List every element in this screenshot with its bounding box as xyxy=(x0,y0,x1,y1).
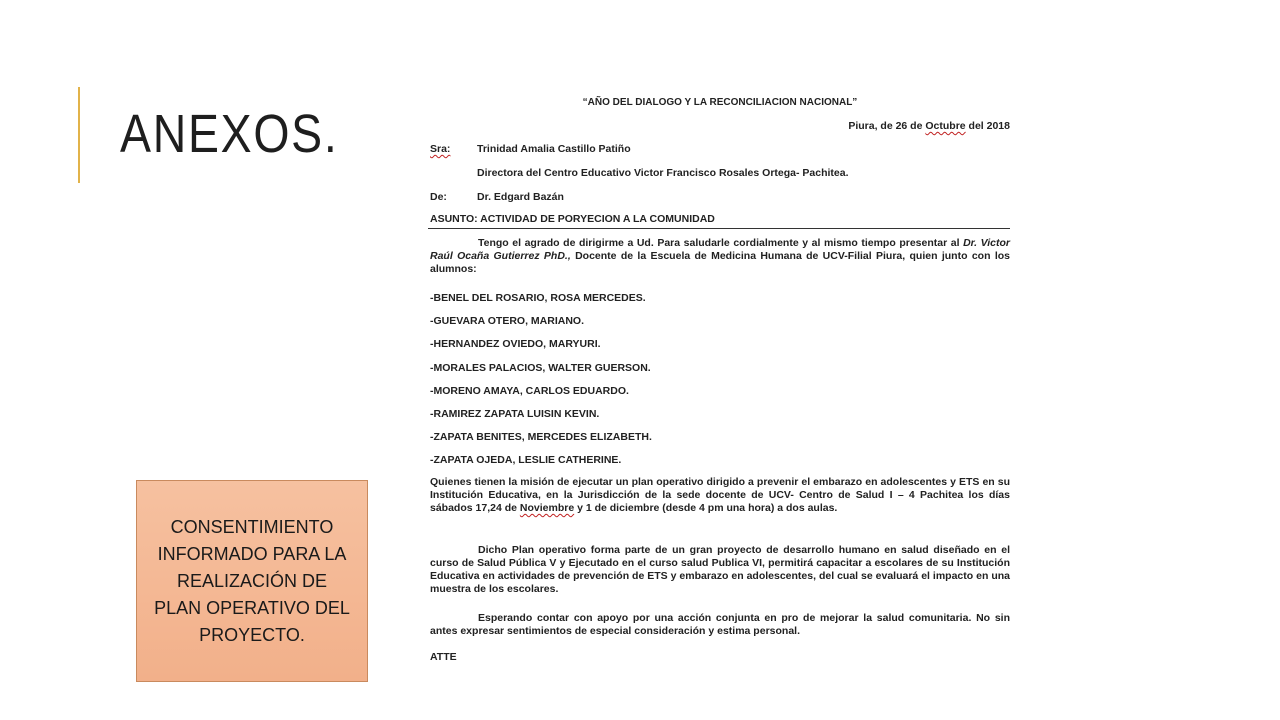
intro-text-a: Tengo el agrado de dirigirme a Ud. Para saludarle cordialmente y al mismo tiempo presentar al xyxy=(478,237,964,249)
recipient-name: Trinidad Amalia Castillo Patiño xyxy=(477,143,631,155)
mission-month: Noviembre xyxy=(519,502,575,514)
title-accent-bar xyxy=(78,87,80,183)
recipient-role: Directora del Centro Educativo Victor Francisco Rosales Ortega- Pachitea. xyxy=(477,167,849,179)
letter-paragraph-mission xyxy=(430,476,1010,515)
slide-title: ANEXOS. xyxy=(120,104,339,164)
letter-paragraph-intro xyxy=(430,237,1010,276)
intro-text-b: Docente de la Escuela de Medicina Humana de UCV-Filial Piura, quien junto con los alumnos: xyxy=(430,250,1010,275)
sender-name: Dr. Edgard Bazán xyxy=(477,191,564,203)
sender-label: De: xyxy=(430,191,447,203)
date-month: Octubre xyxy=(925,120,966,132)
student-item: -BENEL DEL ROSARIO, ROSA MERCEDES. xyxy=(430,292,646,304)
letter-subject: ASUNTO: ACTIVIDAD DE PORYECION A LA COMUNIDAD xyxy=(430,213,715,225)
letter-date xyxy=(848,120,1010,133)
subject-divider xyxy=(428,228,1010,229)
plan-text: Dicho Plan operativo forma parte de un gran proyecto de desarrollo humano en salud diseñado en el curso de Salud Pública V y Ejecutado en el curso salud Publica VI, permitirá capacitar a escolares de su Institución Educativa en actividades de prevención de ETS y embarazo en adolescentes, del cual se evaluará el impacto en una muestra de los escolares. xyxy=(430,544,1010,595)
mission-text-b: y 1 de diciembre (desde 4 pm una hora) a dos aulas. xyxy=(574,502,838,514)
student-list xyxy=(430,292,652,478)
student-item: -MORALES PALACIOS, WALTER GUERSON. xyxy=(430,361,651,374)
letter-paragraph-closing xyxy=(430,612,1010,638)
student-item: -GUEVARA OTERO, MARIANO. xyxy=(430,315,584,328)
student-item: -MORENO AMAYA, CARLOS EDUARDO. xyxy=(430,384,629,397)
recipient-label: Sra: xyxy=(430,143,451,155)
student-item: -RAMIREZ ZAPATA LUISIN KEVIN. xyxy=(430,407,600,420)
mission-text-a: Quienes tienen la misión de ejecutar un plan operativo dirigido a prevenir el embarazo en adolescentes y ETS en su Institución Educativa, en la Jurisdicción de la sede docente de UCV- Centro de Salud I – 4 Pachitea los días sábados 17,24 de xyxy=(430,476,1010,514)
date-prefix: Piura, de 26 de xyxy=(848,120,926,132)
intro-doctor-name: Dr. Victor Raúl Ocaña Gutierrez PhD., xyxy=(430,237,1010,262)
consent-note-box xyxy=(136,480,368,682)
letter-paragraph-plan xyxy=(430,544,1010,596)
letter-signoff: ATTE xyxy=(430,651,457,663)
student-item: -HERNANDEZ OVIEDO, MARYURI. xyxy=(430,338,601,351)
student-item: -ZAPATA BENITES, MERCEDES ELIZABETH. xyxy=(430,431,652,444)
scanned-letter xyxy=(420,88,1020,670)
letter-motto: “AÑO DEL DIALOGO Y LA RECONCILIACION NACIONAL” xyxy=(582,97,858,108)
consent-note-text: CONSENTIMIENTO INFORMADO PARA LA REALIZACIÓN DE PLAN OPERATIVO DEL PROYECTO. xyxy=(154,516,350,645)
student-item: -ZAPATA OJEDA, LESLIE CATHERINE. xyxy=(430,454,622,467)
date-suffix: del 2018 xyxy=(965,120,1010,132)
closing-text: Esperando contar con apoyo por una acción conjunta en pro de mejorar la salud comunitaria. No sin antes expresar sentimientos de especial consideración y estima personal. xyxy=(430,612,1010,637)
